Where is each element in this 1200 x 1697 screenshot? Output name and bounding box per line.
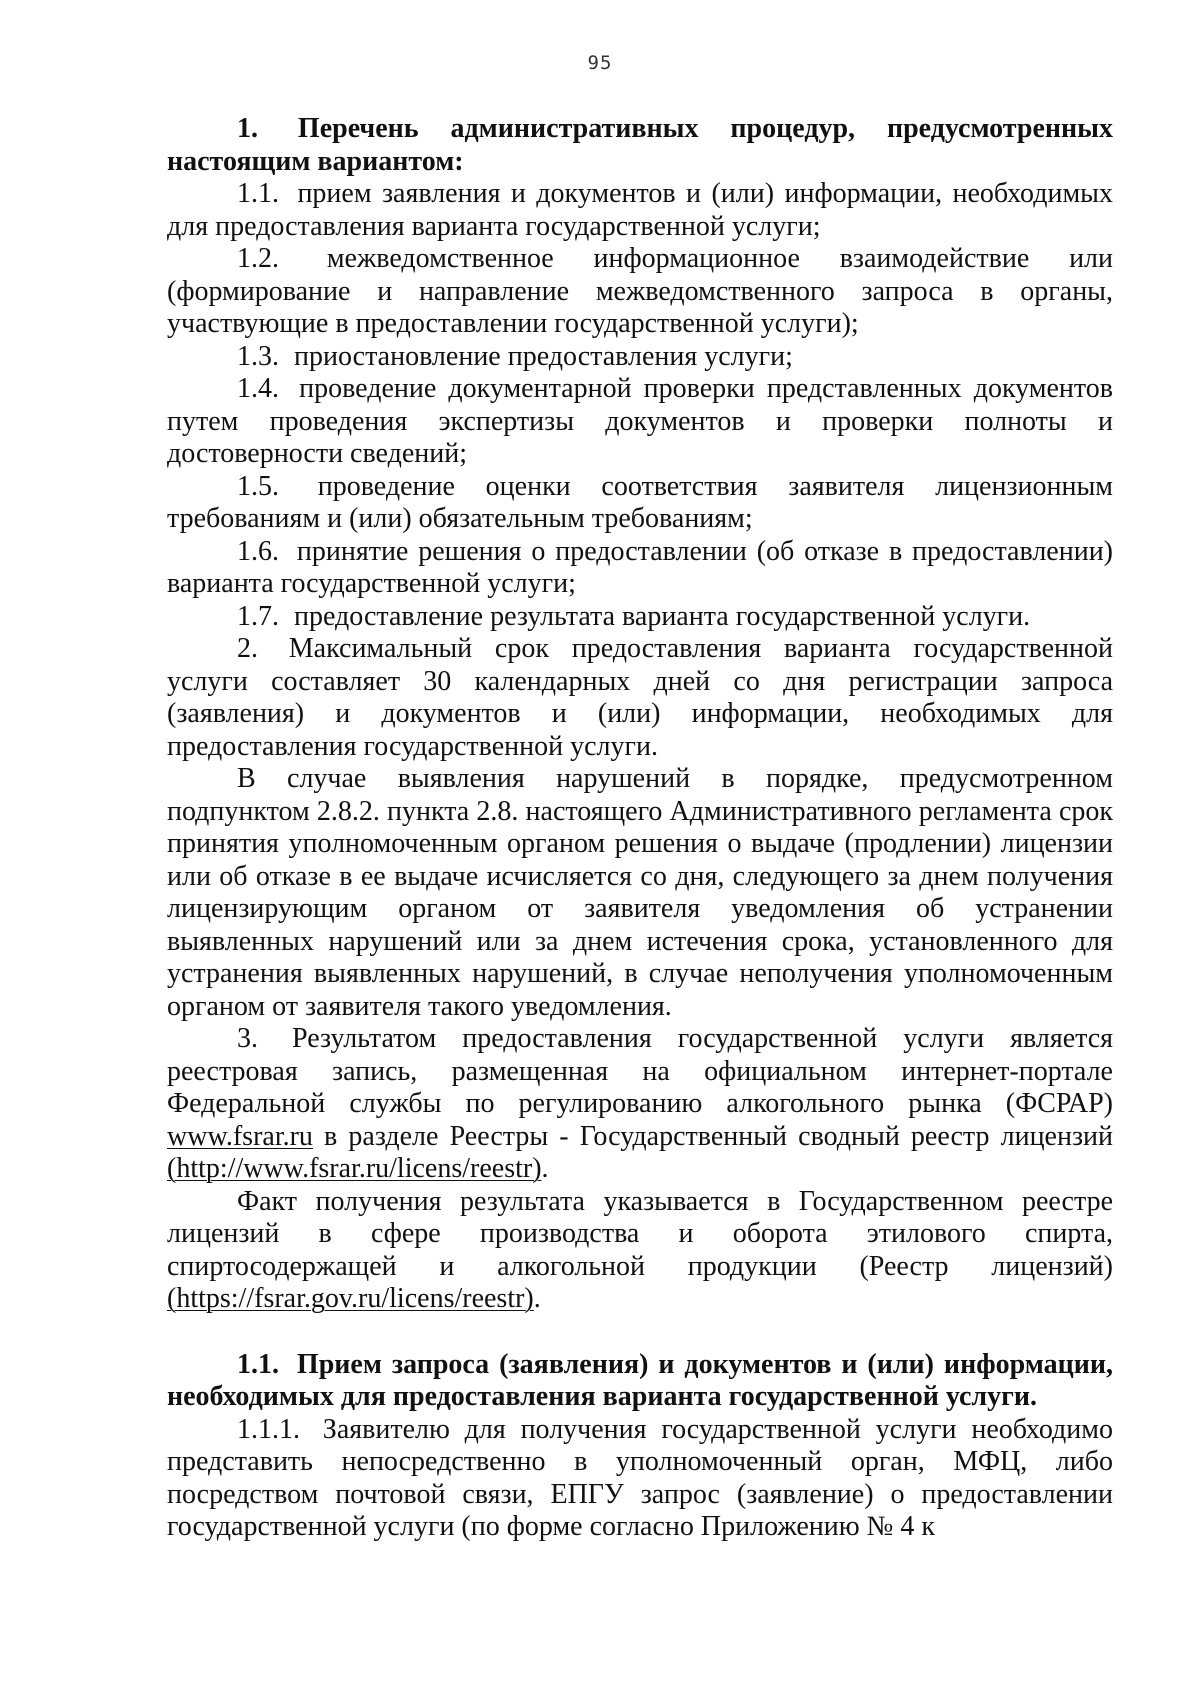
section-heading-1-1 [167,1349,1113,1414]
gov-reestr-link[interactable]: (https://fsrar.gov.ru/licens/reestr) [167,1283,534,1314]
paragraph-text: Факт получения результата указывается в Государственном реестре лицензий в сфере производства и оборота этилового спирта, спиртосодержащей и алкогольной продукции (Реестр лицензий) [167,1185,1113,1282]
list-item [167,373,1113,471]
licens-reestr-link[interactable]: (http://www.fsrar.ru/licens/reestr) [167,1153,542,1184]
item-number: 1.7. [237,600,279,632]
list-item [167,601,1113,634]
item-text: приостановление предоставления услуги; [294,340,793,372]
item-number: 1.2. [237,243,279,274]
item-number: 1.6. [237,535,279,567]
list-item [167,536,1113,601]
item-number: 1.5. [237,470,279,502]
item-text: предоставление результата варианта государственной услуги. [294,600,1031,632]
list-item [167,178,1113,243]
fsrar-site-link[interactable]: www.fsrar.ru [167,1120,313,1152]
paragraph-text: . [541,1153,549,1184]
paragraph-text: Заявителю для получения государственной услуги необходимо представить непосредственно в уполномоченный орган, МФЦ, либо посредством почтовой связи, ЕПГУ запрос (заявление) о предоставлении государственной услуги (по форме согласно Приложению № 4 к [167,1413,1113,1542]
section-heading-1 [167,113,1113,178]
section-title: Перечень административных процедур, предусмотренных настоящим вариантом: [167,113,1114,177]
paragraph-text: в разделе Реестры - Государственный сводный реестр лицензий [324,1120,1113,1152]
paragraph-3-continued [167,1186,1113,1316]
list-item [167,341,1113,374]
paragraph-text: Результатом предоставления государственной услуги является реестровая запись, размещенная на официальном интернет-портале Федеральной службы по регулированию алкогольного рынка (ФСРАР) [167,1023,1114,1119]
paragraph-number: 1.1.1. [237,1413,300,1445]
paragraph-2-continued [167,763,1113,1023]
section-number: 1.1. [237,1348,279,1380]
item-text: проведение документарной проверки представленных документов путем проведения экспертизы документов и проверки полноты и достоверности сведений; [167,373,1113,469]
section-number: 1. [237,113,258,144]
item-text: прием заявления и документов и (или) информации, необходимых для предоставления варианта государственной услуги; [167,178,1113,242]
paragraph-number: 3. [237,1023,258,1054]
item-text: межведомственное информационное взаимодействие или (формирование и направление межведомственного запроса в органы, участвующие в предоставлении государственной услуги); [167,243,1114,339]
paragraph-1-1-1 [167,1414,1113,1544]
paragraph-3 [167,1023,1113,1186]
item-number: 1.3. [237,340,279,372]
item-text: проведение оценки соответствия заявителя лицензионным требованиям и (или) обязательным требованиям; [167,470,1113,534]
document-body [167,113,1113,1544]
item-number: 1.1. [237,178,279,209]
item-text: принятие решения о предоставлении (об отказе в предоставлении) варианта государственной услуги; [167,535,1114,599]
list-item [167,243,1113,341]
item-number: 1.4. [237,373,279,404]
section-title: Прием запроса (заявления) и документов и (или) информации, необходимых для предоставления варианта государственной услуги. [167,1348,1113,1412]
paragraph-text: . [533,1283,541,1314]
list-item [167,471,1113,536]
paragraph-number: 2. [237,633,258,664]
paragraph-text: Максимальный срок предоставления варианта государственной услуги составляет 30 календарных дней со дня регистрации запроса (заявления) и документов и (или) информации, необходимых для предоставления государственной услуги. [167,633,1114,762]
page-number: 95 [587,52,613,74]
paragraph-2 [167,633,1113,763]
paragraph-text: В случае выявления нарушений в порядке, предусмотренном подпунктом 2.8.2. пункта 2.8. настоящего Административного регламента срок принятия уполномоченным органом решения о выдаче (продлении) лицензии или об отказе в ее выдаче исчисляется со дня, следующего за днем получения лицензирующим органом от заявителя уведомления об устранении выявленных нарушений или за днем истечения срока, установленного для устранения выявленных нарушений, в случае неполучения уполномоченным органом от заявителя такого уведомления. [167,763,1113,1022]
